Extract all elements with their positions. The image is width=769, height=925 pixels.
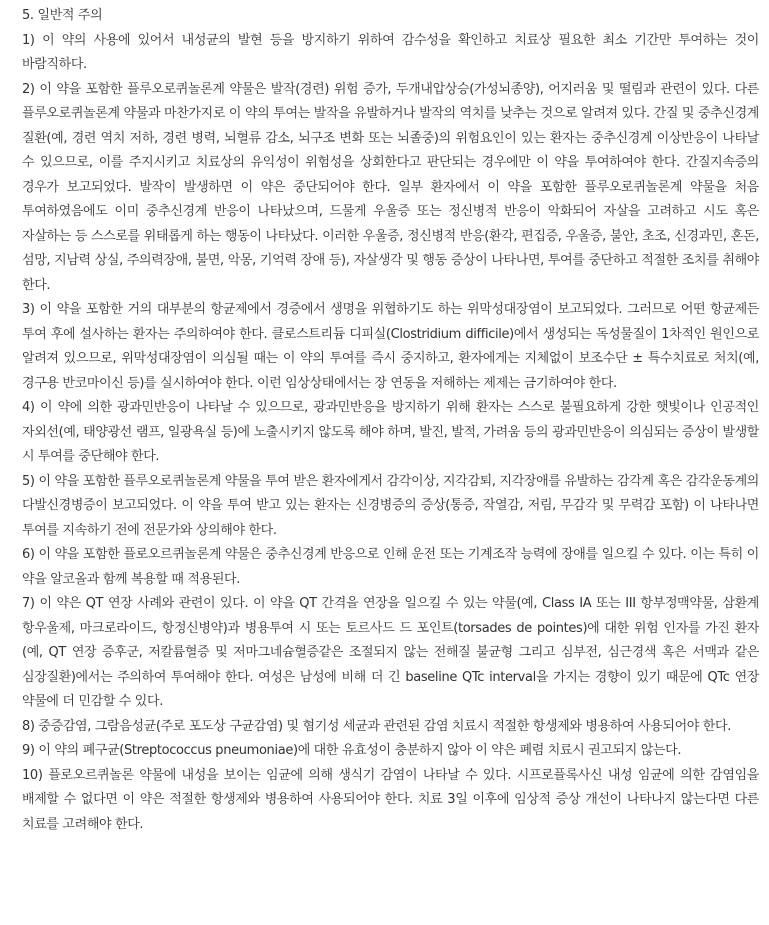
paragraph-2: 2) 이 약을 포함한 플루오로퀴놀론계 약물은 발작(경련) 위험 증가, 두개내압상승(가성뇌종양), 어지러움 및 떨림과 관련이 있다. 다른 플루오로퀴놀론계 약물과 마찬가지로 이 약의 투여는 발작을 유발하거나 발작의 역치를 낮추는 것으로 알려져 있다. 간질 및 중추신경계 질환(예, 경련 역치 저하, 경련 병력, 뇌혈류 감소, 뇌구조 변화 또는 뇌졸중)의 위험요인이 있는 환자는 중추신경계 이상반응이 나타날 수 있으므로, 이를 주지시키고 치료상의 유익성이 위험성을 상회한다고 판단되는 경우에만 이 약을 투여하여야 한다. 간질지속증의 경우가 보고되었다. 발작이 발생하면 이 약은 중단되어야 한다. 일부 환자에서 이 약을 포함한 플루오로퀴놀론계 약물을 처음 투여하였음에도 이미 중추신경계 반응이 나타났으며, 드물게 우울증 또는 정신병적 반응이 악화되어 자살을 고려하고 시도 혹은 자살하는 등 스스로를 위태롭게 하는 행동이 나타났다. 이러한 우울증, 정신병적 반응(환각, 편집증, 우울증, 불안, 초조, 신경과민, 혼돈, 섬망, 지남력 상실, 주의력장애, 불면, 악몽, 기억력 장애 등), 자살생각 및 행동 증상이 나타나면, 투여를 중단하고 적절한 조치를 취해야 한다. — [22, 81, 759, 293]
paragraph-3: 3) 이 약을 포함한 거의 대부분의 항균제에서 경증에서 생명을 위협하기도 하는 위막성대장염이 보고되었다. 그러므로 어떤 항균제든 투여 후에 설사하는 환자는 주의하여야 한다. 클로스트리듐 디피실(Clostridium difficile)에서 생성되는 독성물질이 1차적인 원인으로 알려져 있으므로, 위막성대장염이 의심될 때는 이 약의 투여를 즉시 중지하고, 환자에게는 지체없이 보조수단 ± 특수치료로 처치(예, 경구용 반코마이신 등)를 실시하여야 한다. 이런 임상상태에서는 장 연동을 저해하는 제제는 금기하여야 한다. — [22, 302, 759, 391]
paragraph-4: 4) 이 약에 의한 광과민반응이 나타날 수 있으므로, 광과민반응을 방지하기 위해 환자는 스스로 불필요하게 강한 햇빛이나 인공적인 자외선(예, 태양광선 램프, 일광욕실 등)에 노출시키지 않도록 해야 하며, 발진, 발적, 가려움 등의 광과민반응이 의심되는 증상이 발생할 시 투여를 중단해야 한다. — [22, 400, 759, 464]
paragraph-6: 6) 이 약을 포함한 플로오르퀴놀론계 약물은 중추신경계 반응으로 인해 운전 또는 기계조작 능력에 장애를 일으킬 수 있다. 이는 특히 이 약을 알코올과 함께 복용할 때 적용된다. — [22, 547, 759, 587]
paragraph-1: 1) 이 약의 사용에 있어서 내성균의 발현 등을 방지하기 위하여 감수성을 확인하고 치료상 필요한 최소 기간만 투여하는 것이 바람직하다. — [22, 32, 759, 72]
paragraph-10: 10) 플로오르퀴놀론 약물에 내성을 보이는 임균에 의해 생식기 감염이 나타날 수 있다. 시프로플록사신 내성 임균에 의한 감염임을 배제할 수 없다면 이 약은 적절한 항생제와 병용하여 사용되어야 한다. 치료 3일 이후에 임상적 증상 개선이 나타나지 않는다면 다른 치료를 고려해야 한다. — [22, 767, 759, 832]
section-title: 5. 일반적 주의 — [22, 8, 103, 23]
paragraph-5: 5) 이 약을 포함한 플루오로퀴놀론계 약물을 투여 받은 환자에게서 감각이상, 지각감퇴, 지각장애를 유발하는 감각계 혹은 감각운동계의 다발신경병증이 보고되었다. 이 약을 투여 받고 있는 환자는 신경병증의 증상(통증, 작열감, 저림, 무감각 및 무력감 포함) 이 나타나면 투여를 지속하기 전에 전문가와 상의해야 한다. — [22, 473, 759, 538]
paragraph-8: 8) 중증감염, 그람음성균(주로 포도상 구균감염) 및 혐기성 세균과 관련된 감염 치료시 적절한 항생제와 병용하여 사용되어야 한다. — [22, 718, 731, 734]
paragraph-7: 7) 이 약은 QT 연장 사례와 관련이 있다. 이 약을 QT 간격을 연장을 일으킬 수 있는 약물(예, Class IA 또는 III 항부정맥약물, 삼환계 항우울제, 마크로라이드, 항정신병약)과 병용투여 시 또는 토르사드 드 포인트(torsades de pointes)에 대한 위험 인자를 가진 환자(예, QT 연장 증후군, 저칼륨혈증 및 저마그네슘혈증같은 조절되지 않는 전해질 불균형 그리고 심부전, 심근경색 혹은 서맥과 같은 심장질환)에서는 주의하여 투여해야 한다. 여성은 남성에 비해 더 긴 baseline QTc interval을 가지는 경향이 있기 때문에 QTc 연장 약물에 더 민감할 수 있다. — [22, 596, 759, 709]
paragraph-9: 9) 이 약의 폐구균(Streptococcus pneumoniae)에 대한 유효성이 충분하지 않아 이 약은 폐렴 치료시 권고되지 않는다. — [22, 743, 682, 758]
